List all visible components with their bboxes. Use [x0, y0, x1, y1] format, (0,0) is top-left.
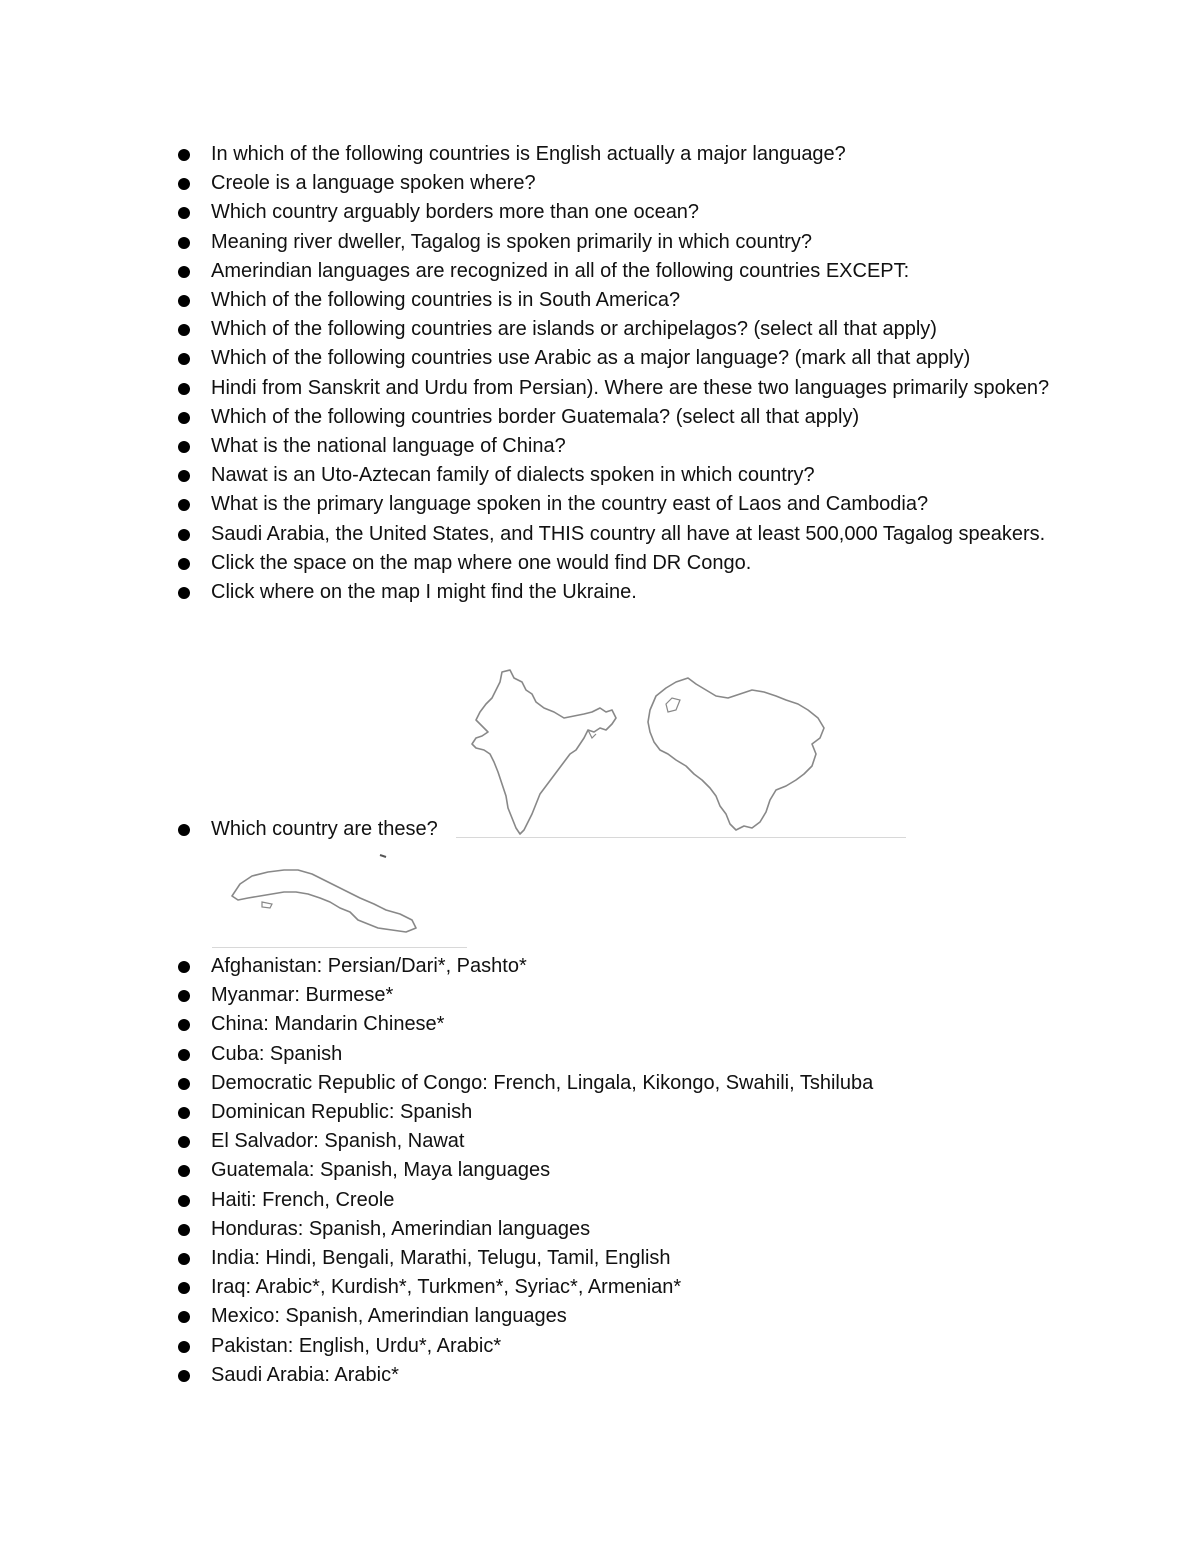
list-item	[176, 1302, 1056, 1331]
question-text: Which of the following countries border Guatemala? (select all that apply)	[211, 405, 860, 428]
question-text: Which of the following countries are islands or archipelagos? (select all that apply)	[211, 318, 937, 341]
cuba-map-image	[226, 852, 426, 942]
list-item	[176, 1361, 1056, 1390]
bullet-icon	[178, 1107, 190, 1119]
list-item	[176, 981, 1056, 1010]
list-item	[176, 403, 1056, 432]
bullet-icon	[178, 961, 190, 973]
list-item	[176, 315, 1056, 344]
question-text: Click where on the map I might find the Ukraine.	[211, 581, 637, 604]
bullet-icon	[178, 1049, 190, 1061]
list-item	[176, 815, 1056, 844]
question-text: Hindi from Sanskrit and Urdu from Persian). Where are these two languages primarily spoken?	[211, 376, 1050, 399]
question-text: Which country are these?	[211, 818, 438, 840]
list-item	[176, 1244, 1056, 1273]
list-item	[176, 1127, 1056, 1156]
answer-text: Dominican Republic: Spanish	[211, 1101, 473, 1124]
question-text: Meaning river dweller, Tagalog is spoken primarily in which country?	[211, 230, 813, 253]
list-item	[176, 374, 1056, 403]
list-item	[176, 286, 1056, 315]
list-item	[176, 520, 1056, 549]
list-item	[176, 1273, 1056, 1302]
list-item	[176, 1332, 1056, 1361]
bullet-icon	[178, 1078, 190, 1090]
list-item	[176, 1069, 1056, 1098]
bullet-icon	[178, 324, 190, 336]
bullet-icon	[178, 353, 190, 365]
questions-list	[176, 140, 1056, 607]
list-item	[176, 228, 1056, 257]
bullet-icon	[178, 178, 190, 190]
bullet-icon	[178, 1341, 190, 1353]
bullet-icon	[178, 470, 190, 482]
question-text: Which country arguably borders more than one ocean?	[211, 201, 700, 224]
bullet-icon	[178, 1282, 190, 1294]
answer-text: Guatemala: Spanish, Maya languages	[211, 1159, 551, 1182]
question-text: Amerindian languages are recognized in all of the following countries EXCEPT:	[211, 259, 910, 282]
list-item	[176, 140, 1056, 169]
question-text: Creole is a language spoken where?	[211, 172, 536, 195]
map-question	[176, 815, 1056, 844]
list-item	[176, 198, 1056, 227]
list-item	[176, 344, 1056, 373]
list-item	[176, 1098, 1056, 1127]
question-text: Nawat is an Uto-Aztecan family of dialects spoken in which country?	[211, 464, 815, 487]
bullet-icon	[178, 499, 190, 511]
bullet-icon	[178, 1165, 190, 1177]
bullet-icon	[178, 558, 190, 570]
venezuela-map-image	[636, 670, 832, 835]
list-item	[176, 461, 1056, 490]
list-item	[176, 490, 1056, 519]
question-text: What is the national language of China?	[211, 435, 566, 458]
cuba-outline-icon	[226, 852, 426, 942]
list-item	[176, 257, 1056, 286]
answer-text: Iraq: Arabic*, Kurdish*, Turkmen*, Syriac*, Armenian*	[211, 1276, 682, 1299]
answer-text: India: Hindi, Bengali, Marathi, Telugu, Tamil, English	[211, 1247, 671, 1270]
bullet-icon	[178, 824, 190, 836]
list-item	[176, 1010, 1056, 1039]
bullet-icon	[178, 149, 190, 161]
india-outline-icon	[466, 668, 626, 838]
question-text: Saudi Arabia, the United States, and THIS country all have at least 500,000 Tagalog speakers.	[211, 522, 1046, 545]
question-text: Which of the following countries use Arabic as a major language? (mark all that apply)	[211, 347, 971, 370]
bullet-icon	[178, 1136, 190, 1148]
list-item	[176, 952, 1056, 981]
list-item	[176, 1186, 1056, 1215]
bullet-icon	[178, 1253, 190, 1265]
answer-text: Honduras: Spanish, Amerindian languages	[211, 1217, 591, 1240]
bullet-icon	[178, 207, 190, 219]
list-item	[176, 1040, 1056, 1069]
list-item	[176, 549, 1056, 578]
bullet-icon	[178, 1195, 190, 1207]
bullet-icon	[178, 383, 190, 395]
list-item	[176, 1215, 1056, 1244]
answer-text: Mexico: Spanish, Amerindian languages	[211, 1305, 567, 1328]
image-baseline-rule	[456, 837, 906, 838]
venezuela-outline-icon	[636, 670, 832, 835]
bullet-icon	[178, 1370, 190, 1382]
bullet-icon	[178, 237, 190, 249]
answers-list	[176, 952, 1056, 1390]
answer-text: Democratic Republic of Congo: French, Lingala, Kikongo, Swahili, Tshiluba	[211, 1071, 874, 1094]
bullet-icon	[178, 1224, 190, 1236]
list-item	[176, 169, 1056, 198]
bullet-icon	[178, 441, 190, 453]
answer-text: El Salvador: Spanish, Nawat	[211, 1130, 465, 1153]
bullet-icon	[178, 1019, 190, 1031]
answer-text: Afghanistan: Persian/Dari*, Pashto*	[211, 955, 527, 977]
list-item	[176, 1156, 1056, 1185]
bullet-icon	[178, 266, 190, 278]
bullet-icon	[178, 990, 190, 1002]
answer-text: China: Mandarin Chinese*	[211, 1013, 445, 1036]
question-text: What is the primary language spoken in the country east of Laos and Cambodia?	[211, 493, 929, 516]
map-question-list	[176, 815, 1056, 844]
answer-text: Saudi Arabia: Arabic*	[211, 1363, 399, 1386]
bullet-icon	[178, 295, 190, 307]
india-map-image	[466, 668, 626, 838]
question-text: Click the space on the map where one would find DR Congo.	[211, 551, 752, 574]
image-baseline-rule	[212, 947, 467, 948]
bullet-icon	[178, 587, 190, 599]
list-item	[176, 432, 1056, 461]
question-text: Which of the following countries is in South America?	[211, 289, 681, 312]
answer-text: Cuba: Spanish	[211, 1042, 343, 1065]
bullet-icon	[178, 412, 190, 424]
answer-text: Pakistan: English, Urdu*, Arabic*	[211, 1334, 502, 1357]
bullet-icon	[178, 529, 190, 541]
answer-text: Myanmar: Burmese*	[211, 984, 394, 1007]
question-text: In which of the following countries is English actually a major language?	[211, 143, 846, 165]
answer-text: Haiti: French, Creole	[211, 1188, 395, 1211]
list-item	[176, 578, 1056, 607]
bullet-icon	[178, 1311, 190, 1323]
